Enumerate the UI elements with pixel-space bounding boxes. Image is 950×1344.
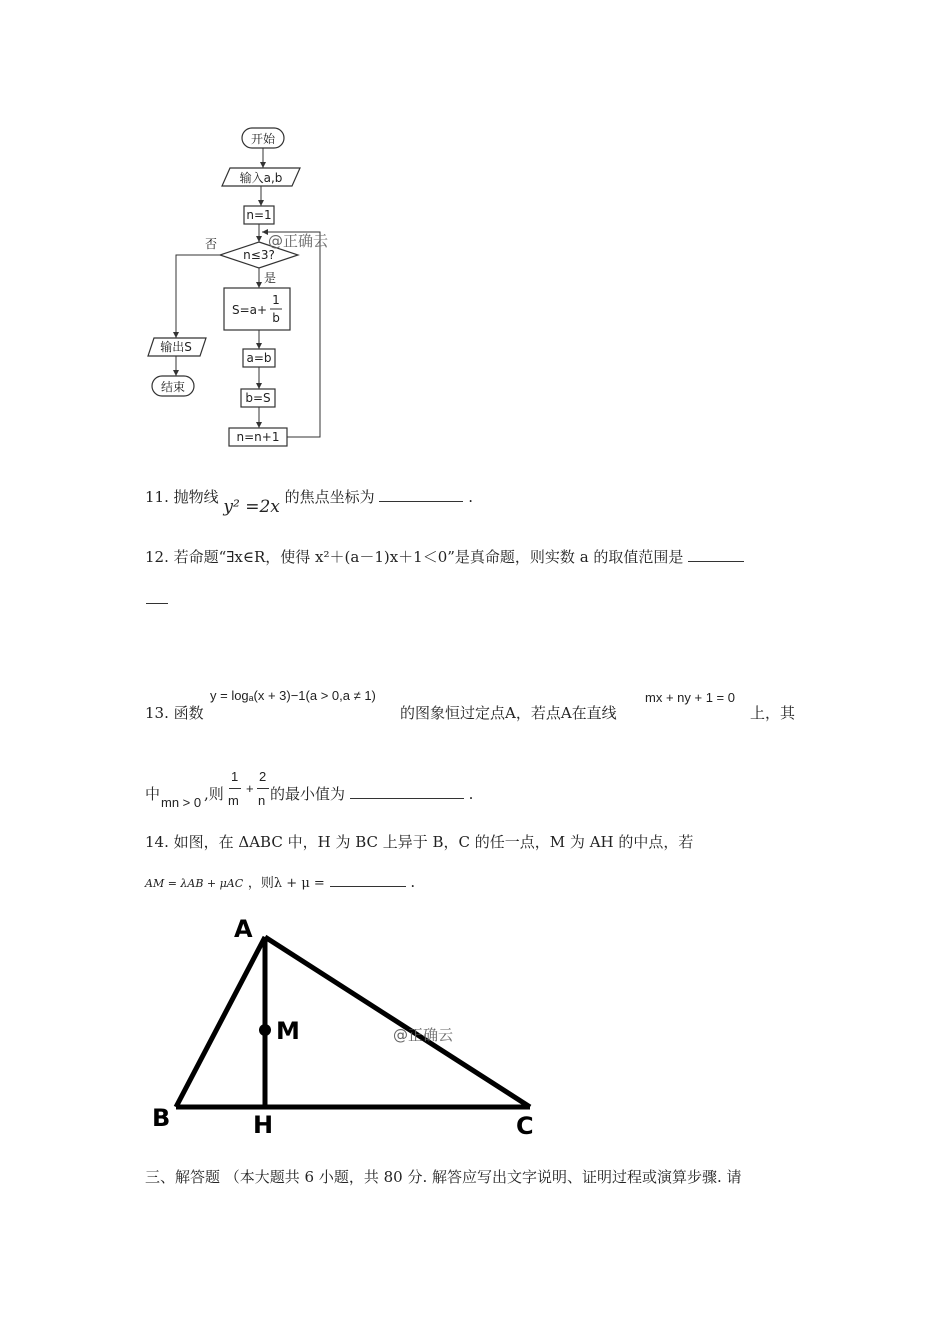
q11-formula: y² =2x (223, 497, 280, 517)
q13-line-eq: mx + ny + 1 = 0 (645, 690, 735, 705)
triangle-watermark: @正确云 (393, 1026, 454, 1044)
q13-line2-prefix: 中 (145, 785, 161, 803)
q12-answer-blank-2[interactable] (146, 603, 168, 604)
q13-frac1-bar (229, 788, 241, 789)
label-b: B (152, 1104, 171, 1132)
q14-end: . (410, 873, 416, 891)
label-a: A (234, 915, 253, 943)
q11-answer-blank[interactable] (379, 487, 463, 502)
q13-mid: 的图象恒过定点A，若点A在直线 (400, 704, 617, 722)
assign-a-label: a=b (246, 351, 272, 365)
side-ac (265, 937, 530, 1107)
output-label: 输出S (160, 340, 192, 354)
input-label: 输入a,b (239, 171, 283, 185)
no-label: 否 (205, 237, 218, 251)
q13-frac1-num: 1 (231, 769, 239, 784)
q13-end: . (468, 785, 474, 803)
assign-s-prefix: S=a+ (232, 303, 268, 317)
q14-then: ，则λ + μ = (247, 876, 325, 891)
section-3-heading: 三、解答题 （本大题共 6 小题，共 80 分. 解答应写出文字说明、证明过程或演算步骤. 请 (145, 1168, 742, 1186)
q12-answer-blank-1[interactable] (688, 547, 744, 562)
q13-answer-blank[interactable] (350, 784, 464, 799)
label-h: H (253, 1111, 274, 1139)
q13-frac2-bar (257, 788, 269, 789)
q14-line2 (145, 872, 415, 891)
increment-label: n=n+1 (236, 430, 280, 444)
q14-line1: 14. 如图，在 ΔABC 中，H 为 BC 上异于 B，C 的任一点，M 为 AH 的中点，若 (145, 833, 694, 851)
q11-end: . (468, 488, 474, 506)
q13-tail (270, 783, 473, 804)
q13-then: ,则 (204, 785, 224, 803)
q11-suffix: 的焦点坐标为 (284, 488, 375, 506)
q12-text: 12. 若命题“∃x∈R，使得 x²＋(a－1)x＋1＜0”是真命题，则实数 a 的取值范围是 (145, 548, 684, 566)
end-label: 结束 (160, 380, 186, 394)
q13-tail-text: 的最小值为 (270, 785, 346, 803)
assign-s-den: b (272, 311, 280, 325)
flowchart (140, 120, 370, 455)
question-11 (145, 486, 474, 517)
q11-prefix: 11. 抛物线 (145, 488, 219, 506)
q13-frac2-num: 2 (259, 769, 267, 784)
init-label: n=1 (246, 208, 272, 222)
flowchart-watermark: @正确云 (268, 232, 329, 250)
assign-b-label: b=S (245, 391, 271, 405)
question-12 (145, 546, 744, 567)
assign-s-num: 1 (272, 293, 280, 307)
q13-cond: mn > 0 (161, 795, 202, 810)
q14-answer-blank[interactable] (330, 872, 406, 887)
q13-prefix: 13. 函数 (145, 704, 204, 722)
q13-frac2-den: n (258, 793, 266, 808)
start-label: 开始 (250, 132, 276, 146)
q13-frac1-den: m (228, 793, 239, 808)
triangle-figure (140, 905, 560, 1145)
label-c: C (516, 1112, 534, 1140)
label-m: M (276, 1017, 300, 1045)
q13-suffix: 上，其 (750, 704, 796, 722)
decision-label: n≤3? (243, 248, 275, 262)
side-ab (176, 937, 265, 1107)
point-m (259, 1024, 271, 1036)
q13-formula: y = logₐ(x + 3)−1(a > 0,a ≠ 1) (210, 688, 376, 703)
q13-plus: + (246, 781, 254, 796)
q14-formula: AM = λAB + μAC (145, 877, 244, 890)
yes-label: 是 (264, 271, 277, 285)
